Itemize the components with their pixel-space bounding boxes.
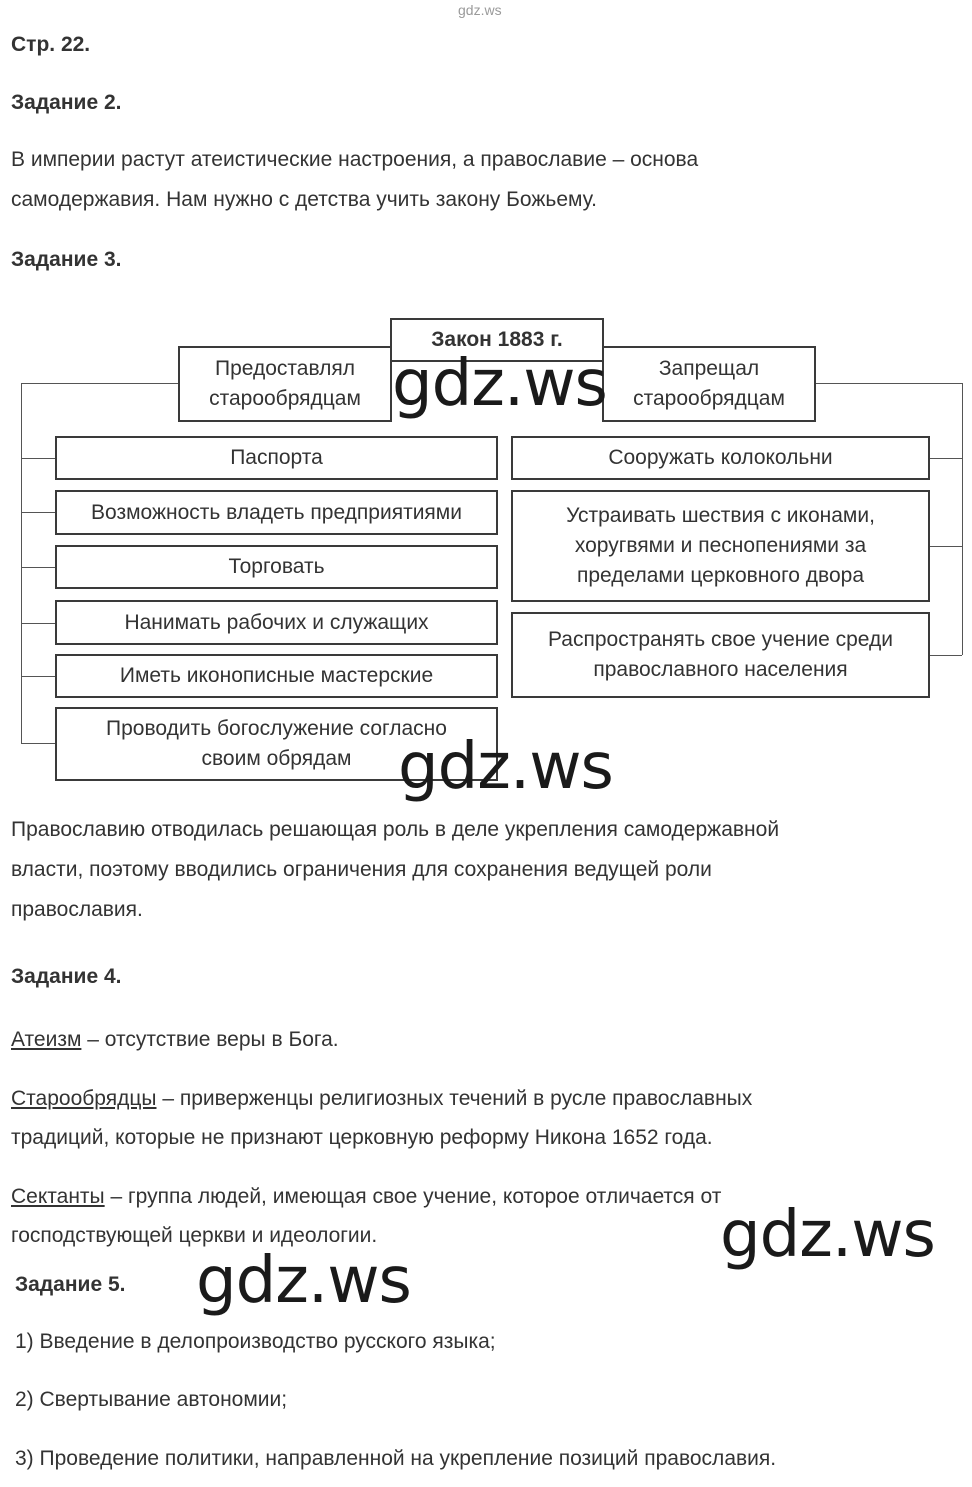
task2-line-1: В империи растут атеистические настроения, а православие – основа: [11, 148, 699, 171]
left-header-box: [178, 346, 392, 422]
left-item-box: [55, 436, 498, 480]
watermark: gdz.ws: [392, 347, 607, 421]
left-header-text: Предоставлял старообрядцам: [209, 357, 361, 410]
connector: [21, 512, 56, 513]
watermark: gdz.ws: [720, 1198, 935, 1272]
term-sectarians: Сектанты: [11, 1185, 105, 1208]
page-number: Стр. 22.: [11, 33, 91, 56]
left-item-text: Торговать: [228, 555, 325, 578]
right-item-box: [511, 436, 930, 480]
definition-text: господствующей церкви и идеологии.: [11, 1224, 378, 1247]
right-item-text: Распространять свое учение среди православного населения: [547, 628, 893, 681]
term-atheism: Атеизм: [11, 1028, 82, 1051]
right-item-text: Сооружать колокольни: [608, 446, 833, 469]
task5-item-2: 2) Свертывание автономии;: [15, 1388, 288, 1411]
site-label[interactable]: gdz.ws: [458, 2, 502, 18]
left-item-text: Паспорта: [230, 446, 323, 469]
connector: [928, 655, 962, 656]
connector: [928, 458, 962, 459]
left-item-text: Проводить богослужение согласно своим обрядам: [106, 717, 447, 770]
task4-heading: Задание 4.: [11, 965, 122, 988]
connector: [928, 546, 962, 547]
diagram-title: Закон 1883 г.: [431, 328, 563, 351]
watermark: gdz.ws: [196, 1244, 411, 1318]
task2-line-2: самодержавия. Нам нужно с детства учить закону Божьему.: [11, 188, 597, 211]
watermark: gdz.ws: [398, 730, 613, 804]
right-item-box: [511, 490, 930, 602]
definition-old-believers: [11, 1087, 752, 1111]
task3-heading: Задание 3.: [11, 248, 122, 271]
definition-text: – отсутствие веры в Бога.: [81, 1028, 339, 1051]
definition-sectarians: [11, 1185, 721, 1209]
definition-text: – группа людей, имеющая свое учение, которое отличается от: [104, 1185, 722, 1208]
connector: [814, 383, 962, 384]
conclusion-line-3: православия.: [11, 898, 143, 921]
left-bracket-line: [21, 383, 22, 744]
task5-heading: Задание 5.: [15, 1273, 126, 1296]
left-item-box: [55, 545, 498, 589]
right-header-text: Запрещал старообрядцам: [633, 357, 785, 410]
definition-text: – приверженцы религиозных течений в русле православных: [156, 1087, 753, 1110]
connector: [21, 743, 56, 744]
conclusion-line-1: Православию отводилась решающая роль в деле укрепления самодержавной: [11, 818, 780, 841]
connector: [21, 623, 56, 624]
connector: [21, 676, 56, 677]
connector: [21, 383, 180, 384]
task2-heading: Задание 2.: [11, 91, 122, 114]
left-item-text: Возможность владеть предприятиями: [91, 500, 462, 524]
connector: [21, 458, 56, 459]
right-header-box: [602, 346, 816, 422]
right-item-box: [511, 612, 930, 698]
task5-item-3: 3) Проведение политики, направленной на укрепление позиций православия.: [15, 1447, 777, 1470]
connector: [21, 567, 56, 568]
task5-item-1: 1) Введение в делопроизводство русского языка;: [15, 1330, 496, 1353]
right-item-text: Устраивать шествия с иконами, хоругвями и песнопениями за пределами церковного двора: [566, 504, 875, 587]
term-old-believers: Старообрядцы: [11, 1087, 157, 1110]
definition-atheism: [11, 1028, 339, 1052]
left-item-box: [55, 490, 498, 535]
definition-text: традиций, которые не признают церковную реформу Никона 1652 года.: [11, 1126, 713, 1149]
left-item-box: [55, 654, 498, 698]
left-item-box: [55, 600, 498, 645]
left-item-text: Нанимать рабочих и служащих: [124, 610, 429, 634]
right-bracket-line: [962, 383, 963, 655]
conclusion-line-2: власти, поэтому вводились ограничения для сохранения ведущей роли: [11, 858, 712, 881]
left-item-text: Иметь иконописные мастерские: [119, 664, 434, 687]
